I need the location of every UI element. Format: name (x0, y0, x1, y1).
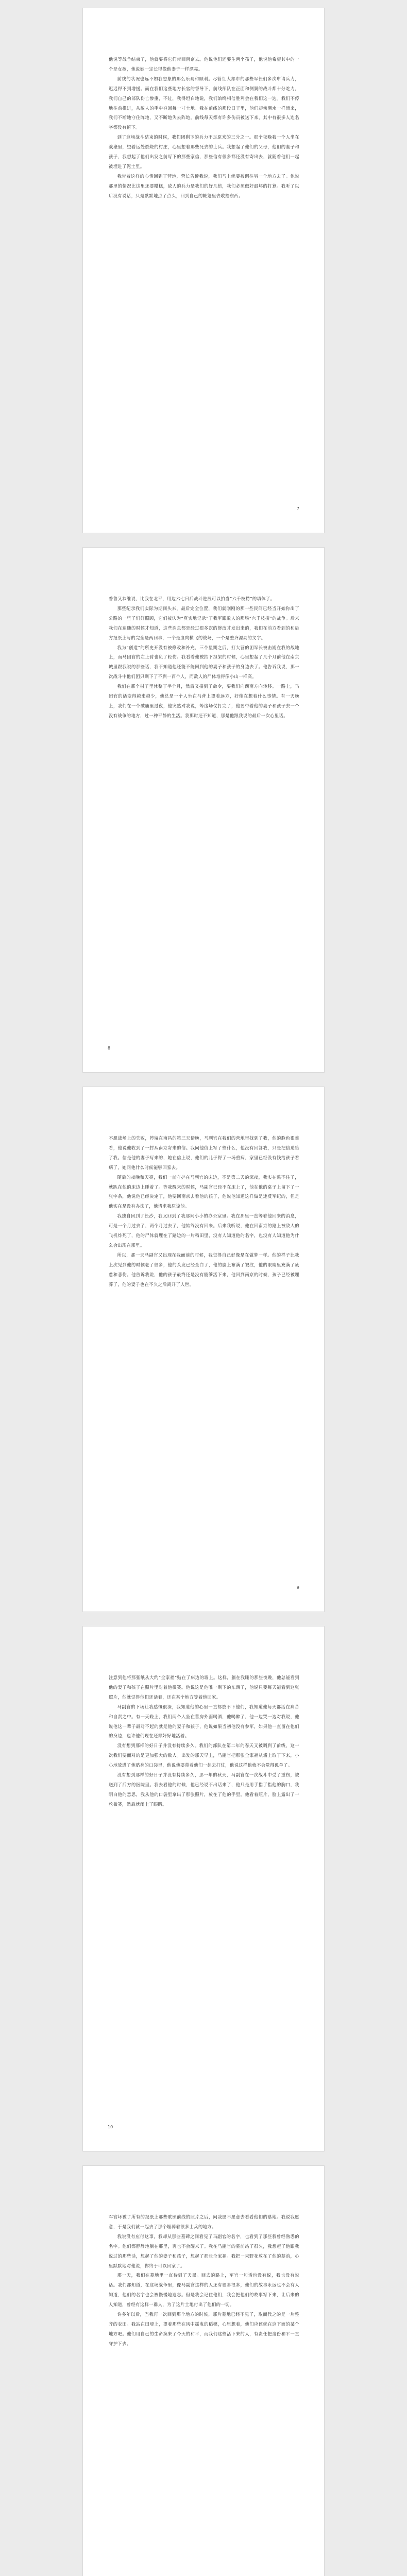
paragraph: 我为“创造”的所史开没有被修改和补充，三个星期之后，打大营的团军长被击毙在我的战地上，而马团官的左上臂也负了轻伤。我看着他被抬下担架的时候，心里想起了几个月前他在南京城里跟我说的那些话，我不知道他还能不能回到他的妻子和孩子的身边去了。他告诉我说，那一次战斗中他们团只剩下了不到一百个人，而敌人的尸体堆得像小山一样高。 (109, 645, 299, 680)
page-number: 7 (296, 506, 299, 511)
book-page-1 (82, 8, 325, 533)
paragraph: 我们在那个村子里休整了半个月，然后又接到了命令，要我们向西南方向转移。一路上，马团官的话变得越来越少，他总是一个人坐在马背上望着远方，好像在想着什么事情。有一天晚上，我们在一个破庙里过夜，他突然对我说，等这场仗打完了，他要带着他的妻子和孩子去一个没有战争的地方，过一种平静的生活。我那时还不知道，那是他跟我说的最后一次心里话。 (109, 684, 299, 718)
page-body (109, 1133, 299, 1290)
book-page-3 (82, 1087, 325, 1612)
paragraph: 普鲁又恭维说，比我在北平，用边六七日后战斗进展可以拍当“六千枝捞”的填体了。 (109, 596, 275, 601)
paragraph: 他说等战争结束了，他就要将它们带回南京去。他说他们还要生两个孩子，他说他希望其中的一个是女孩，他说她一定长得像他妻子一样漂亮。 (109, 57, 299, 72)
paragraph: 马副官的下场让我感慨很深，我知道他的心里一直都放不下他们，我知道他每天都活在痛苦和自责之中。有一天晚上，我们两个人坐在营房外面喝酒，他喝醉了，他一边哭一边对我说，他说他这一辈子最对不起的就是他的妻子和孩子，他说如果当初他没有参军，如果他一直留在他们的身边，也许他们现在还都好好地活着。 (109, 1704, 299, 1739)
paragraph: 我带着这样的心情回到了营地，营长告诉我说，我们马上就要被调往另一个地方去了。他说那里的情况比这里还要糟糕，敌人的兵力是我们的好几倍，我们必须做好最坏的打算。我听了以后没有说话，只是默默地点了点头，回到自己的帐篷里去收拾东西。 (109, 173, 299, 198)
paragraph: 那些纪录我们实际为期间头来，最后完全位置，我们就刚刚的那一些民间已经当开始你出了公路的一些了们好照顾，它们被认为“真实地记录”了我军跟敌人的那场“六千枝捞”的战争。后来我们在追随的时候才知道，这些消息都是经过很多次的修改才发出来的，我们在前方看到的和后方报纸上写的完全是两回事，一个是血肉横飞的战场，一个是整齐漂亮的文字。 (109, 605, 299, 640)
book-page-4 (82, 1626, 325, 2151)
paragraph: 所以，那一天马副官又出现在我面前的时候，我觉得自己好像是在做梦一样。他的样子比我上次见到他的时候老了很多，他的头发已经全白了，他的脸上布满了皱纹，他的眼睛里充满了疲惫和悲伤。他告诉我说，他的孩子最终还是没有能够活下来，他回到南京的时候，孩子已经被埋葬了，他的妻子也在不久之后离开了人世。 (109, 1252, 299, 1287)
page-number: 9 (296, 1585, 299, 1590)
page-body (109, 1673, 299, 1809)
page-number: 10 (108, 2125, 113, 2129)
paragraph: 没有想到那样的好日子并没有持续多久，那一年的秋天，马副官在一次战斗中受了重伤，被送到了后方的医院里。我去看他的时候，他已经说不出话来了，他只是用手指了指他的胸口，我明白他的意思，我从他的口袋里拿出了那张照片，放在了他的手里。他看着照片，脸上露出了一丝微笑，然后就闭上了眼睛。 (109, 1772, 299, 1807)
book-page-2 (82, 547, 325, 1073)
page-number: 8 (108, 1046, 111, 1050)
paragraph: 前线的状况也远不如我想象的那么乐观和顺利。尽管红大都市的那些军长们多次申请兵力，迟迟得不到增援。而在我们这些地方长官的督导下，前线部队在正面和侧翼的战斗都十分吃力，我们自己的部队伤亡惨重，不过，我得坦白地说，我们始终相信胜利会在我们这一边。我们不停地往前推进，从敌人的手中夺回每一寸土地。我在前线的那段日子里，他们却像潮水一样涌来，我们不断地守住阵地，又不断地失去阵地。前线每天都有许多伤员被送下来，其中有很多人连名字都没有留下。 (109, 76, 299, 130)
paragraph: 许多年以后，当我再一次回到那个地方的时候，那片墓地已经不见了，取而代之的是一片整齐的农田。我站在田埂上，望着那些在风中摇曳的稻穗，心里想着，他们应该就在这下面的某个地方吧。他们用自己的生命换来了今天的和平，而我们这些活下来的人，有责任把这份和平一直守护下去。 (109, 2312, 299, 2346)
paragraph: 我说没有应付这事，我却从那些墓碑之间看见了马副官的名字，也看到了那些我曾经熟悉的名字。他们都静静地躺在那里，再也不会醒来了。我在马副官的墓前站了很久，我想起了他跟我说过的那些话，想起了他的妻子和孩子，想起了那张全家福。我把一束野花放在了他的墓前，心里默默地对他说，你终于可以回家了。 (109, 2233, 299, 2268)
paragraph: 没有想到那样的好日子并没有持续多久。我们的部队在第二年的春天又被调到了前线，这一次我们要面对的是更加强大的敌人。出发的那天早上，马副官把那张全家福从墙上取了下来，小心地放进了他贴身的口袋里，他说他要带着他们一起去打仗，他说这样他就不会觉得孤单了。 (109, 1743, 299, 1768)
paragraph: 军官坏被了所有的报纸上那些歌颂前线的照片之后，问我愿不愿意去看看他们的墓地。我说我愿意，于是我们就一起去了那个埋葬着很多士兵的地方。 (109, 2214, 299, 2229)
page-body (109, 55, 299, 201)
book-page-5 (82, 2165, 325, 2576)
paragraph: 我独自回到了长沙，我又回到了我那间小小的办公室里。我在那里一直等着他回来的消息，可是一个月过去了，两个月过去了，他始终没有回来。后来我听说，他在回南京的路上被敌人的飞机炸死了，他的尸体就埋在了路边的一片稻田里，没有人知道他的名字，也没有人知道他为什么会出现在那里。 (109, 1213, 299, 1248)
paragraph: 到了这场战斗结束的时候，我们团剩下的兵力不足原来的三分之一。那个夜晚我一个人坐在战壕里，望着远处燃烧的村庄，心里想着那些死去的士兵。我想起了他们的父母，他们的妻子和孩子，我想起了他们出发之前写下的那些家信，那些信有很多都还没有寄出去，就随着他们一起被埋进了泥土里。 (109, 134, 299, 169)
paragraph: 随后的夜晚和天亮，我们一直守护在马副官的床边，不是第二天的深夜，我实在熬不住了，就趴在他的床边上睡着了。等我醒来的时候，马副官已经不在床上了，他在他的桌子上留下了一张字条，他说他已经决定了，他要回南京去看他的孩子，他说他知道这样做是违反军纪的，但是他实在是没有办法了，他请求我原谅他。 (109, 1174, 299, 1209)
paragraph: 不愿战场上的失败，停留在南昌的第三天傍晚，马副官在我们的营地里找到了我，他的脸色很难看，他说他收到了一封从南京寄来的信。我问他信上写了些什么，他没有回答我，只是把信递给了我。信是他的妻子写来的，她在信上说，他们的儿子得了一场重病，家里已经没有钱给孩子看病了，她问他什么时候能够回家去。 (109, 1136, 299, 1170)
paragraph: 那一天，我们在墓地里一直待到了天黑。回去的路上，军官一句话也没有说，我也没有说话。我们都知道，在这场战争里，像马副官这样的人还有很多很多，他们的故事永远也不会有人知道，他们的名字也会被慢慢地遗忘。但是我会记住他们，我会把他们的故事写下来，让后来的人知道，曾经有这样一群人，为了这片土地付出了他们的一切。 (109, 2273, 299, 2308)
page-body (109, 2212, 299, 2349)
page-body (109, 594, 299, 721)
paragraph: 注意到他将那张纸从大约“全家福”贴在了床边的墙上。这样，躺在我睡的那些夜晚，他总能看到他的妻子和孩子在照片里对着他微笑。他说这是他唯一剩下的东西了，他说只要每天能看到这张照片，他就觉得他们还活着，还在某个地方等着他回家。 (109, 1675, 299, 1700)
